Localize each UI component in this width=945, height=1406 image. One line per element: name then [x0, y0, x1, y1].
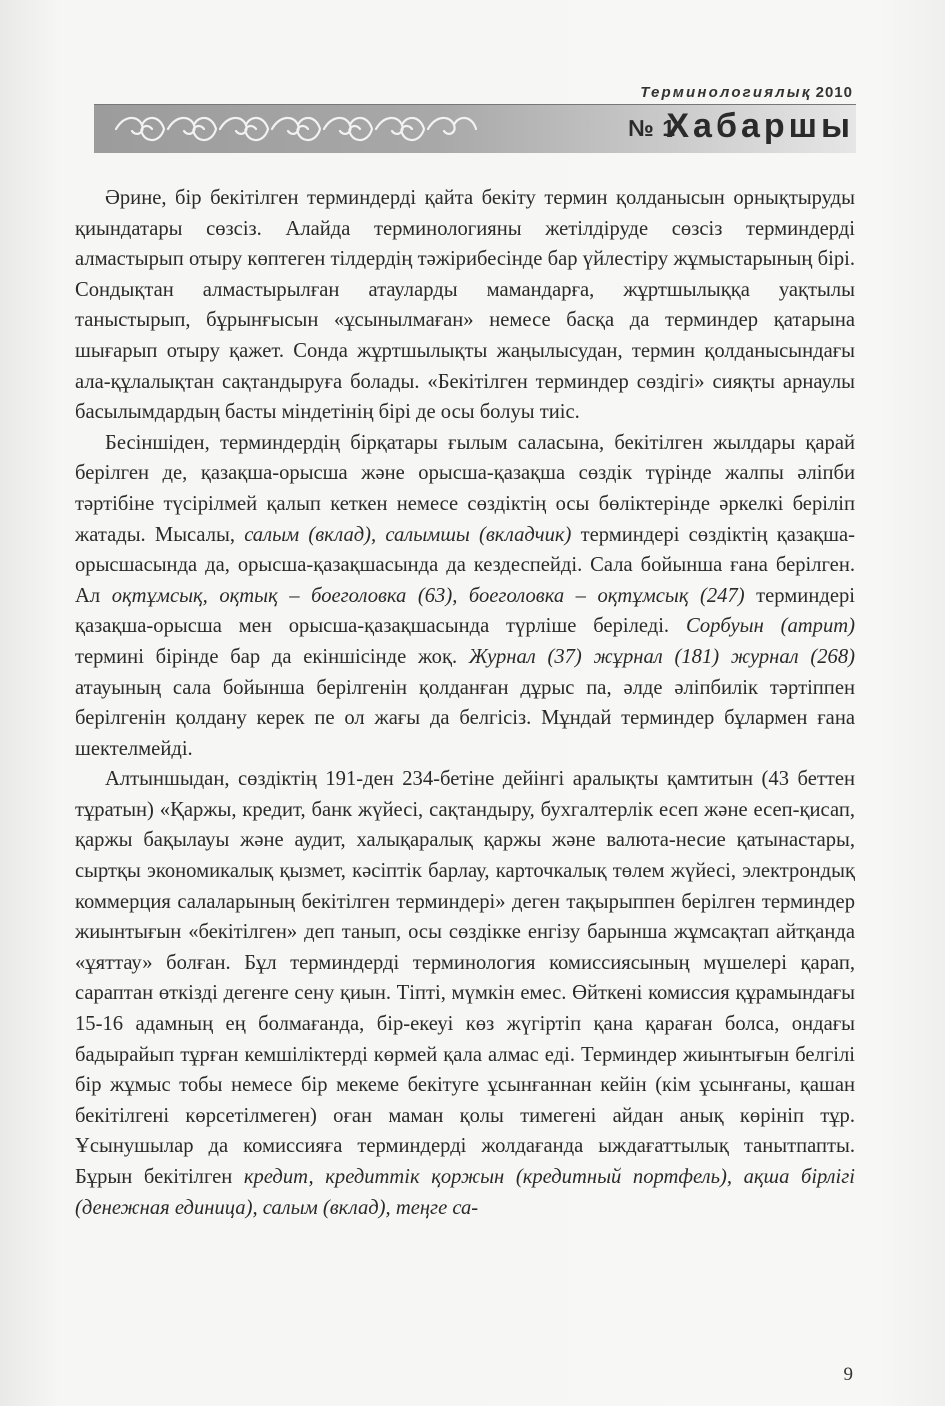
header-band	[94, 104, 856, 153]
text-run: Бесіншіден, терминдердің бірқатары ғылым саласына, бекітілген жылдары қарай берілген де, қазақша-орысша және орысша-қазақша сөздік түрінде жалпы әліпби тәртібіне түсірілмей қалып кеткен немесе сөздіктің осы бөліктерінде әркелкі беріліп жатады. Мысалы,	[75, 431, 855, 546]
article-body	[75, 183, 855, 1223]
journal-name	[640, 84, 853, 101]
journal-title: Терминологиялық	[640, 84, 812, 101]
paragraph	[75, 764, 855, 1223]
journal-masthead-title: Хабаршы	[666, 107, 854, 145]
text-run: терминдері сөздіктің қазақша-орысшасында да, орысша-қазақшасында да кездеспейді. Сала бойынша ғана берілген. Ал	[75, 523, 855, 607]
text-run: Алтыншыдан, сөздіктің 191-ден 234-бетіне дейінгі аралықты қамтитын (43 беттен тұратын) «Қаржы, кредит, банк жүйесі, сақтандыру, бухгалтерлік есеп және есеп-қисап, қаржы бақылауы және аудит, халықаралық қаржы және валюта-несие қатынастары, сыртқы экономикалық қызмет, кәсіптік барлау, карточкалық төлем жүйесі, электрондық коммерция салаларының бекітілген терминдері» деген тақырыппен берілген терминдер жиынтығын «бекітілген» деп танып, осы сөздікке енгізу барынша жұмсақтап айтқанда «ұяттау» болған. Бұл терминдерді терминология комиссиясының мүшелері қарап, сараптан өткізді дегенге сену қиын. Тіпті, мүмкін емес. Өйткені комиссия құрамындағы 15-16 адамның ең болмағанда, бір-екеуі көз жүгіртіп қана қараған болса, ондағы бадырайып тұрған кемшіліктерді көрмей қала алмас еді. Терминдер жиынтығын белгілі бір жұмыс тобы немесе бір мекеме бекітуге ұсынғаннан кейін (кім ұсынғаны, қашан бекітілгені көрсетілмеген) оған маман қолы тимегені айдан анық көрініп тұр. Ұсынушылар да комиссияға терминдерді жолдағанда ыждағаттылық танытпапты. Бұрын бекітілген	[75, 768, 855, 1188]
journal-year: 2010	[815, 84, 853, 101]
italic-term: салым (вклад), салымшы (вкладчик)	[244, 523, 572, 546]
paragraph	[75, 183, 855, 428]
issue-number: № 1	[628, 115, 676, 141]
text-run: терминдері қазақша-орысша мен орысша-қазақшасында түрліше беріледі.	[75, 584, 855, 638]
text-run: термині бірінде бар да екіншісінде жоқ.	[75, 645, 469, 668]
page-number: 9	[843, 1364, 853, 1385]
italic-term: оқтұмсық, оқтық – боеголовка (63), боеголовка – оқтұмсық (247)	[111, 584, 745, 607]
kazakh-ornament-pattern-icon	[112, 111, 482, 147]
paragraph	[75, 428, 855, 765]
text-run: Әрине, бір бекітілген терминдерді қайта бекіту термин қолданысын орнықтыруды қиындатары сөзсіз. Алайда терминологияны жетілдіруде сөзсіз терминдерді алмастырып отыру көптеген тілдердің тәжірибесінде бар үйлестіру жұмыстарының бірі. Сондықтан алмастырылған атауларды мамандарға, жұртшылыққа уақтылы таныстырып, бұрынғысын «ұсынылмаған» немесе басқа да терминдер қатарына шығарып отыру қажет. Сонда жұртшылықты жаңылысудан, термин қолданысындағы ала-құлалықтан сақтандыруға болады. «Бекітілген терминдер сөздігі» сияқты арнаулы басылымдардың басты міндетінің бірі де осы болуы тиіс.	[75, 187, 855, 424]
text-run: атауының сала бойынша берілгенін қолданған дұрыс па, әлде әліпбилік тәртіппен берілгенін қолдану керек пе ол жағы да белгісіз. Мұндай терминдер бұлармен ғана шектелмейді.	[75, 676, 855, 760]
italic-term: кредит, кредиттік қоржын (кредитный портфель), ақша бірлігі (денежная единица), салым (вклад), теңге са-	[75, 1166, 856, 1219]
italic-term: Журнал (37) жұрнал (181) журнал (268)	[468, 645, 855, 668]
italic-term: Сорбуын (атрит)	[685, 615, 855, 638]
